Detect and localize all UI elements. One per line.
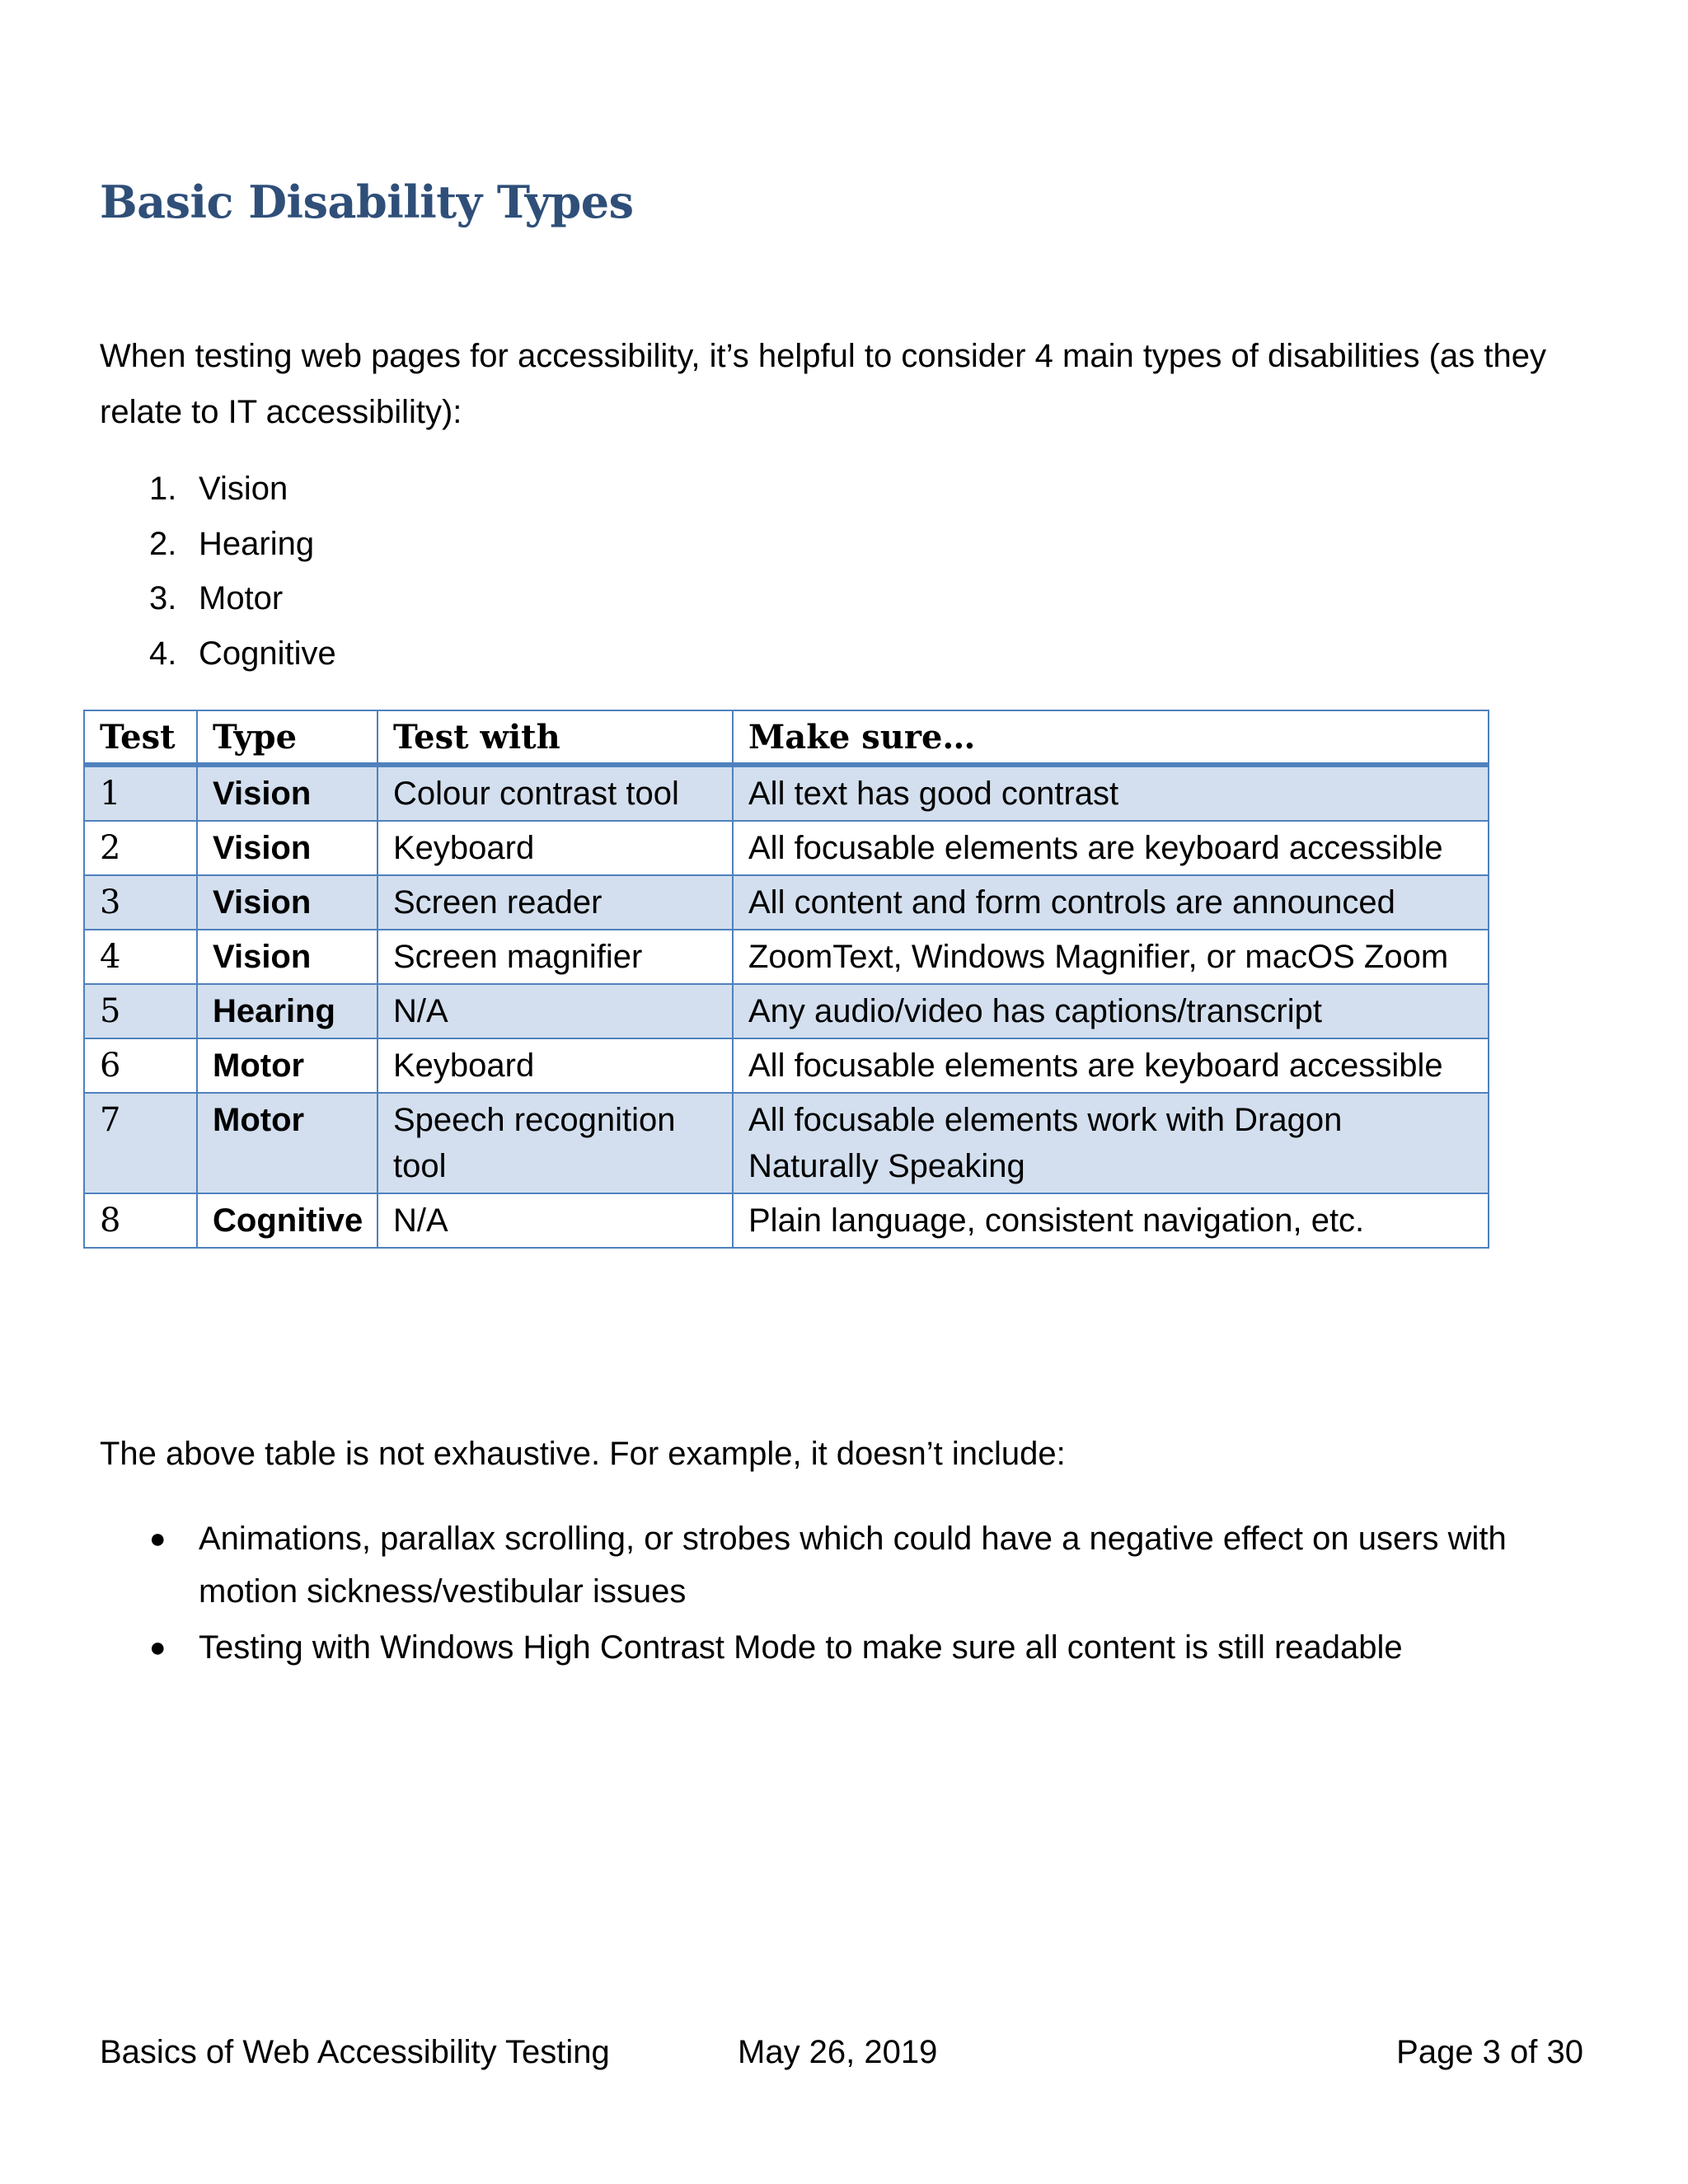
list-item	[149, 626, 336, 682]
cell-test-with: Keyboard	[377, 1038, 733, 1093]
intro-paragraph: When testing web pages for accessibility, it’s helpful to consider 4 main types of disabilities (as they relate to IT accessibility):	[100, 338, 1546, 430]
footer-page-number: Page 3 of 30	[1396, 2034, 1583, 2070]
cell-test-with: Screen magnifier	[377, 930, 733, 984]
bullet-icon: ●	[149, 1523, 166, 1554]
table-header-row	[84, 710, 1489, 765]
table-row	[84, 984, 1489, 1038]
cell-make-sure: All text has good contrast	[733, 765, 1489, 821]
list-item-label: Hearing	[199, 525, 315, 562]
cell-test: 4	[84, 930, 197, 984]
cell-type: Vision	[197, 821, 377, 875]
cell-type: Motor	[197, 1093, 377, 1193]
cell-test-with: Speech recognition tool	[377, 1093, 733, 1193]
footer-title: Basics of Web Accessibility Testing	[100, 2034, 610, 2070]
cell-test: 1	[84, 765, 197, 821]
column-header-type: Type	[197, 710, 377, 765]
table-row	[84, 1093, 1489, 1193]
bullet-text: Testing with Windows High Contrast Mode to make sure all content is still readable	[199, 1629, 1403, 1666]
cell-test: 5	[84, 984, 197, 1038]
cell-test-with: Screen reader	[377, 875, 733, 930]
table-row	[84, 1038, 1489, 1093]
cell-test: 2	[84, 821, 197, 875]
cell-make-sure: Plain language, consistent navigation, etc.	[733, 1193, 1489, 1248]
list-item-label: Vision	[199, 471, 288, 507]
list-number: 2.	[149, 525, 177, 562]
cell-test: 3	[84, 875, 197, 930]
cell-make-sure: All focusable elements are keyboard accessible	[733, 1038, 1489, 1093]
cell-type: Motor	[197, 1038, 377, 1093]
list-item	[149, 517, 336, 572]
list-item-label: Motor	[199, 580, 284, 616]
table-row	[84, 1193, 1489, 1248]
cell-make-sure: All focusable elements work with Dragon Naturally Speaking	[733, 1093, 1489, 1193]
bullet-icon: ●	[149, 1632, 166, 1663]
column-header-test: Test	[84, 710, 197, 765]
accessibility-tests-table	[83, 710, 1489, 1249]
table-row	[84, 930, 1489, 984]
cell-test: 7	[84, 1093, 197, 1193]
cell-type: Cognitive	[197, 1193, 377, 1248]
list-item	[149, 462, 336, 517]
cell-test-with: N/A	[377, 984, 733, 1038]
table-row	[84, 875, 1489, 930]
table-row	[84, 821, 1489, 875]
cell-type: Vision	[197, 875, 377, 930]
list-number: 1.	[149, 471, 177, 507]
after-table-paragraph: The above table is not exhaustive. For example, it doesn’t include:	[100, 1436, 1066, 1472]
page-footer	[100, 2027, 1583, 2077]
cell-test: 6	[84, 1038, 197, 1093]
cell-make-sure: All content and form controls are announced	[733, 875, 1489, 930]
list-item-label: Cognitive	[199, 635, 336, 672]
cell-type: Hearing	[197, 984, 377, 1038]
list-item	[149, 1512, 1575, 1618]
cell-test-with: N/A	[377, 1193, 733, 1248]
list-number: 3.	[149, 580, 177, 616]
cell-make-sure: ZoomText, Windows Magnifier, or macOS Zoom	[733, 930, 1489, 984]
table-row	[84, 765, 1489, 821]
bullet-text: Animations, parallax scrolling, or strobes which could have a negative effect on users with motion sickness/vestibular issues	[199, 1521, 1507, 1610]
column-header-test-with: Test with	[377, 710, 733, 765]
cell-make-sure: Any audio/video has captions/transcript	[733, 984, 1489, 1038]
cell-test-with: Colour contrast tool	[377, 765, 733, 821]
cell-test-with: Keyboard	[377, 821, 733, 875]
cell-test: 8	[84, 1193, 197, 1248]
list-item	[149, 571, 336, 626]
cell-make-sure: All focusable elements are keyboard accessible	[733, 821, 1489, 875]
disability-types-list	[149, 462, 336, 681]
list-number: 4.	[149, 635, 177, 672]
cell-type: Vision	[197, 765, 377, 821]
cell-type: Vision	[197, 930, 377, 984]
column-header-make-sure: Make sure…	[733, 710, 1489, 765]
footer-date: May 26, 2019	[738, 2034, 938, 2070]
list-item	[149, 1621, 1575, 1674]
exclusions-bullet-list	[149, 1512, 1575, 1677]
page-heading: Basic Disability Types	[100, 176, 634, 228]
